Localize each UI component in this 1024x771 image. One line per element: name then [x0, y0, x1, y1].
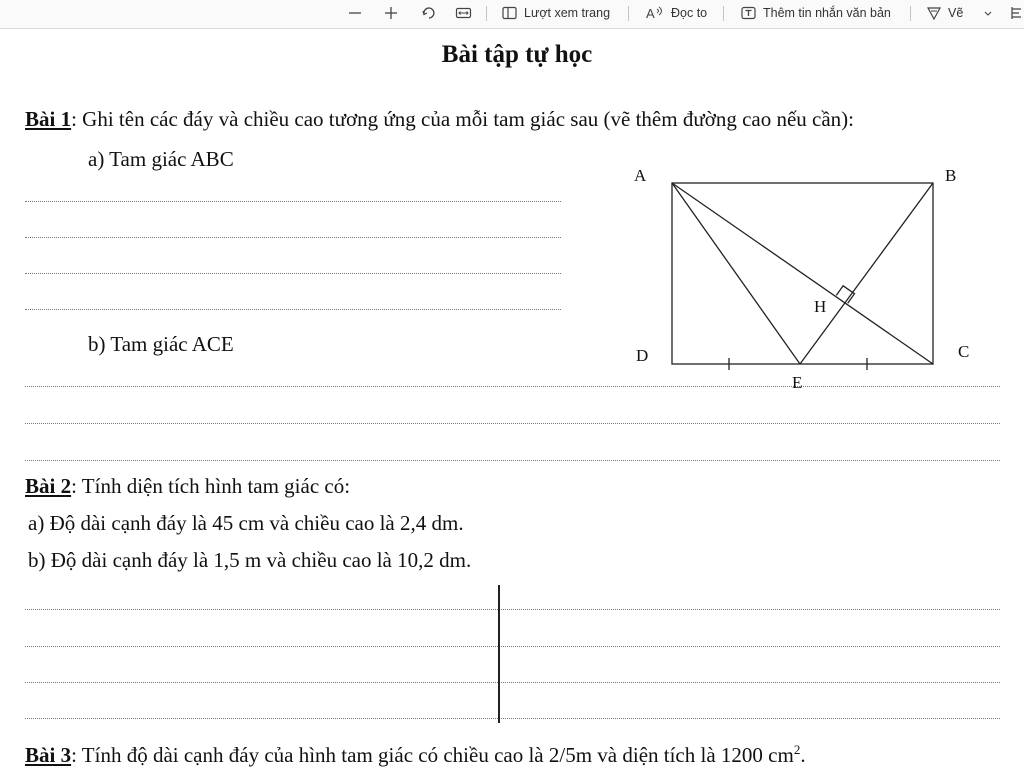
- zoom-in-button[interactable]: [383, 4, 399, 22]
- page-view-icon: [501, 5, 518, 21]
- exercise-1-part-a: a) Tam giác ABC: [88, 147, 234, 171]
- answer-line: [25, 718, 1000, 719]
- highlight-button[interactable]: [1009, 4, 1024, 22]
- rotate-button[interactable]: [420, 4, 436, 22]
- vertex-label-c: C: [958, 342, 970, 361]
- chevron-down-icon: [982, 5, 994, 21]
- draw-button[interactable]: [926, 4, 963, 22]
- document-page: [0, 29, 1024, 771]
- highlight-icon: [1009, 5, 1024, 21]
- exercise-2-part-b: b) Độ dài cạnh đáy là 1,5 m và chiều cao là 10,2 dm.: [28, 548, 472, 572]
- add-text-label: Thêm tin nhắn văn bản: [763, 6, 891, 20]
- vertex-label-d: D: [636, 346, 649, 365]
- read-aloud-button[interactable]: [645, 4, 707, 22]
- toolbar-separator: [628, 6, 629, 21]
- toolbar-separator: [910, 6, 911, 21]
- page-view-button[interactable]: [501, 4, 610, 22]
- point-label-e: E: [792, 373, 803, 392]
- exercise-1-text: : Ghi tên các đáy và chiều cao tương ứng của mỗi tam giác sau (vẽ thêm đường cao nếu cần):: [71, 107, 854, 131]
- exercise-1-part-b: b) Tam giác ACE: [88, 332, 234, 356]
- add-text-button[interactable]: [740, 4, 891, 22]
- diagonal-ac: [672, 183, 933, 364]
- exercise-2-text: : Tính diện tích hình tam giác có:: [71, 474, 351, 498]
- draw-label: Vẽ: [948, 6, 964, 20]
- zoom-in-icon: [383, 5, 399, 21]
- read-aloud-label: Đọc to: [671, 6, 708, 20]
- vertex-label-b: B: [945, 166, 957, 185]
- answer-line: [25, 646, 1000, 647]
- exercise-1-label: Bài 1: [25, 107, 72, 131]
- page-view-label: Lượt xem trang: [524, 6, 611, 20]
- segment-be: [800, 183, 933, 364]
- rotate-icon: [420, 5, 436, 21]
- exercise-3-superscript: 2: [793, 742, 801, 757]
- read-aloud-icon: [645, 5, 665, 21]
- draw-icon: [926, 5, 942, 21]
- text-box-icon: [740, 5, 757, 21]
- exercise-3-text: : Tính độ dài cạnh đáy của hình tam giác có chiều cao là 2/5m và diện tích là 1200 cm: [71, 743, 794, 767]
- exercise-3-label: Bài 3: [25, 743, 72, 767]
- page-title: Bài tập tự học: [441, 41, 593, 68]
- vertex-label-a: A: [634, 166, 647, 185]
- segment-ae: [672, 183, 800, 364]
- exercise-2-part-a: a) Độ dài cạnh đáy là 45 cm và chiều cao là 2,4 dm.: [28, 511, 464, 535]
- exercise-3-end: .: [800, 743, 806, 767]
- exercise-3: [25, 742, 806, 768]
- fit-page-icon: [455, 5, 472, 21]
- zoom-out-icon: [347, 5, 363, 21]
- exercise-2: [25, 474, 350, 499]
- toolbar-separator: [723, 6, 724, 21]
- answer-line: [25, 682, 1000, 683]
- toolbar-separator: [486, 6, 487, 21]
- answer-line: [25, 609, 1000, 610]
- draw-options-dropdown[interactable]: [982, 4, 994, 22]
- pdf-toolbar: [0, 0, 1024, 29]
- fit-page-button[interactable]: [455, 4, 472, 22]
- point-label-h: H: [814, 297, 827, 316]
- column-divider: [498, 585, 500, 723]
- geometry-figure: [0, 29, 1024, 771]
- zoom-out-button[interactable]: [347, 4, 363, 22]
- exercise-2-label: Bài 2: [25, 474, 72, 498]
- svg-text:A: A: [646, 6, 655, 21]
